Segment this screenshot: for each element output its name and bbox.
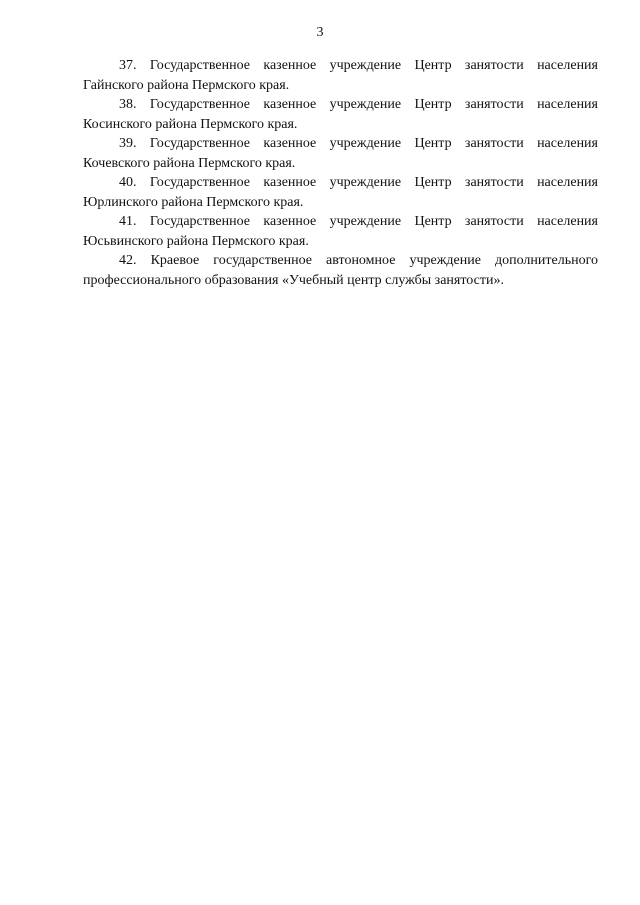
list-item: 37. Государственное казенное учреждение Центр занятости населения Гайнского района Пермского края. (83, 58, 598, 93)
document-body (83, 56, 598, 290)
page-number: 3 (316, 25, 324, 40)
list-item: 41. Государственное казенное учреждение Центр занятости населения Юсьвинского района Пермского края. (83, 214, 598, 249)
list-item: 42. Краевое государственное автономное учреждение дополнительного профессионального образования «Учебный центр службы занятости». (83, 253, 598, 288)
list-item: 40. Государственное казенное учреждение Центр занятости населения Юрлинского района Пермского края. (83, 175, 598, 210)
list-item: 39. Государственное казенное учреждение Центр занятости населения Кочевского района Пермского края. (83, 136, 598, 171)
list-item: 38. Государственное казенное учреждение Центр занятости населения Косинского района Пермского края. (83, 97, 598, 132)
